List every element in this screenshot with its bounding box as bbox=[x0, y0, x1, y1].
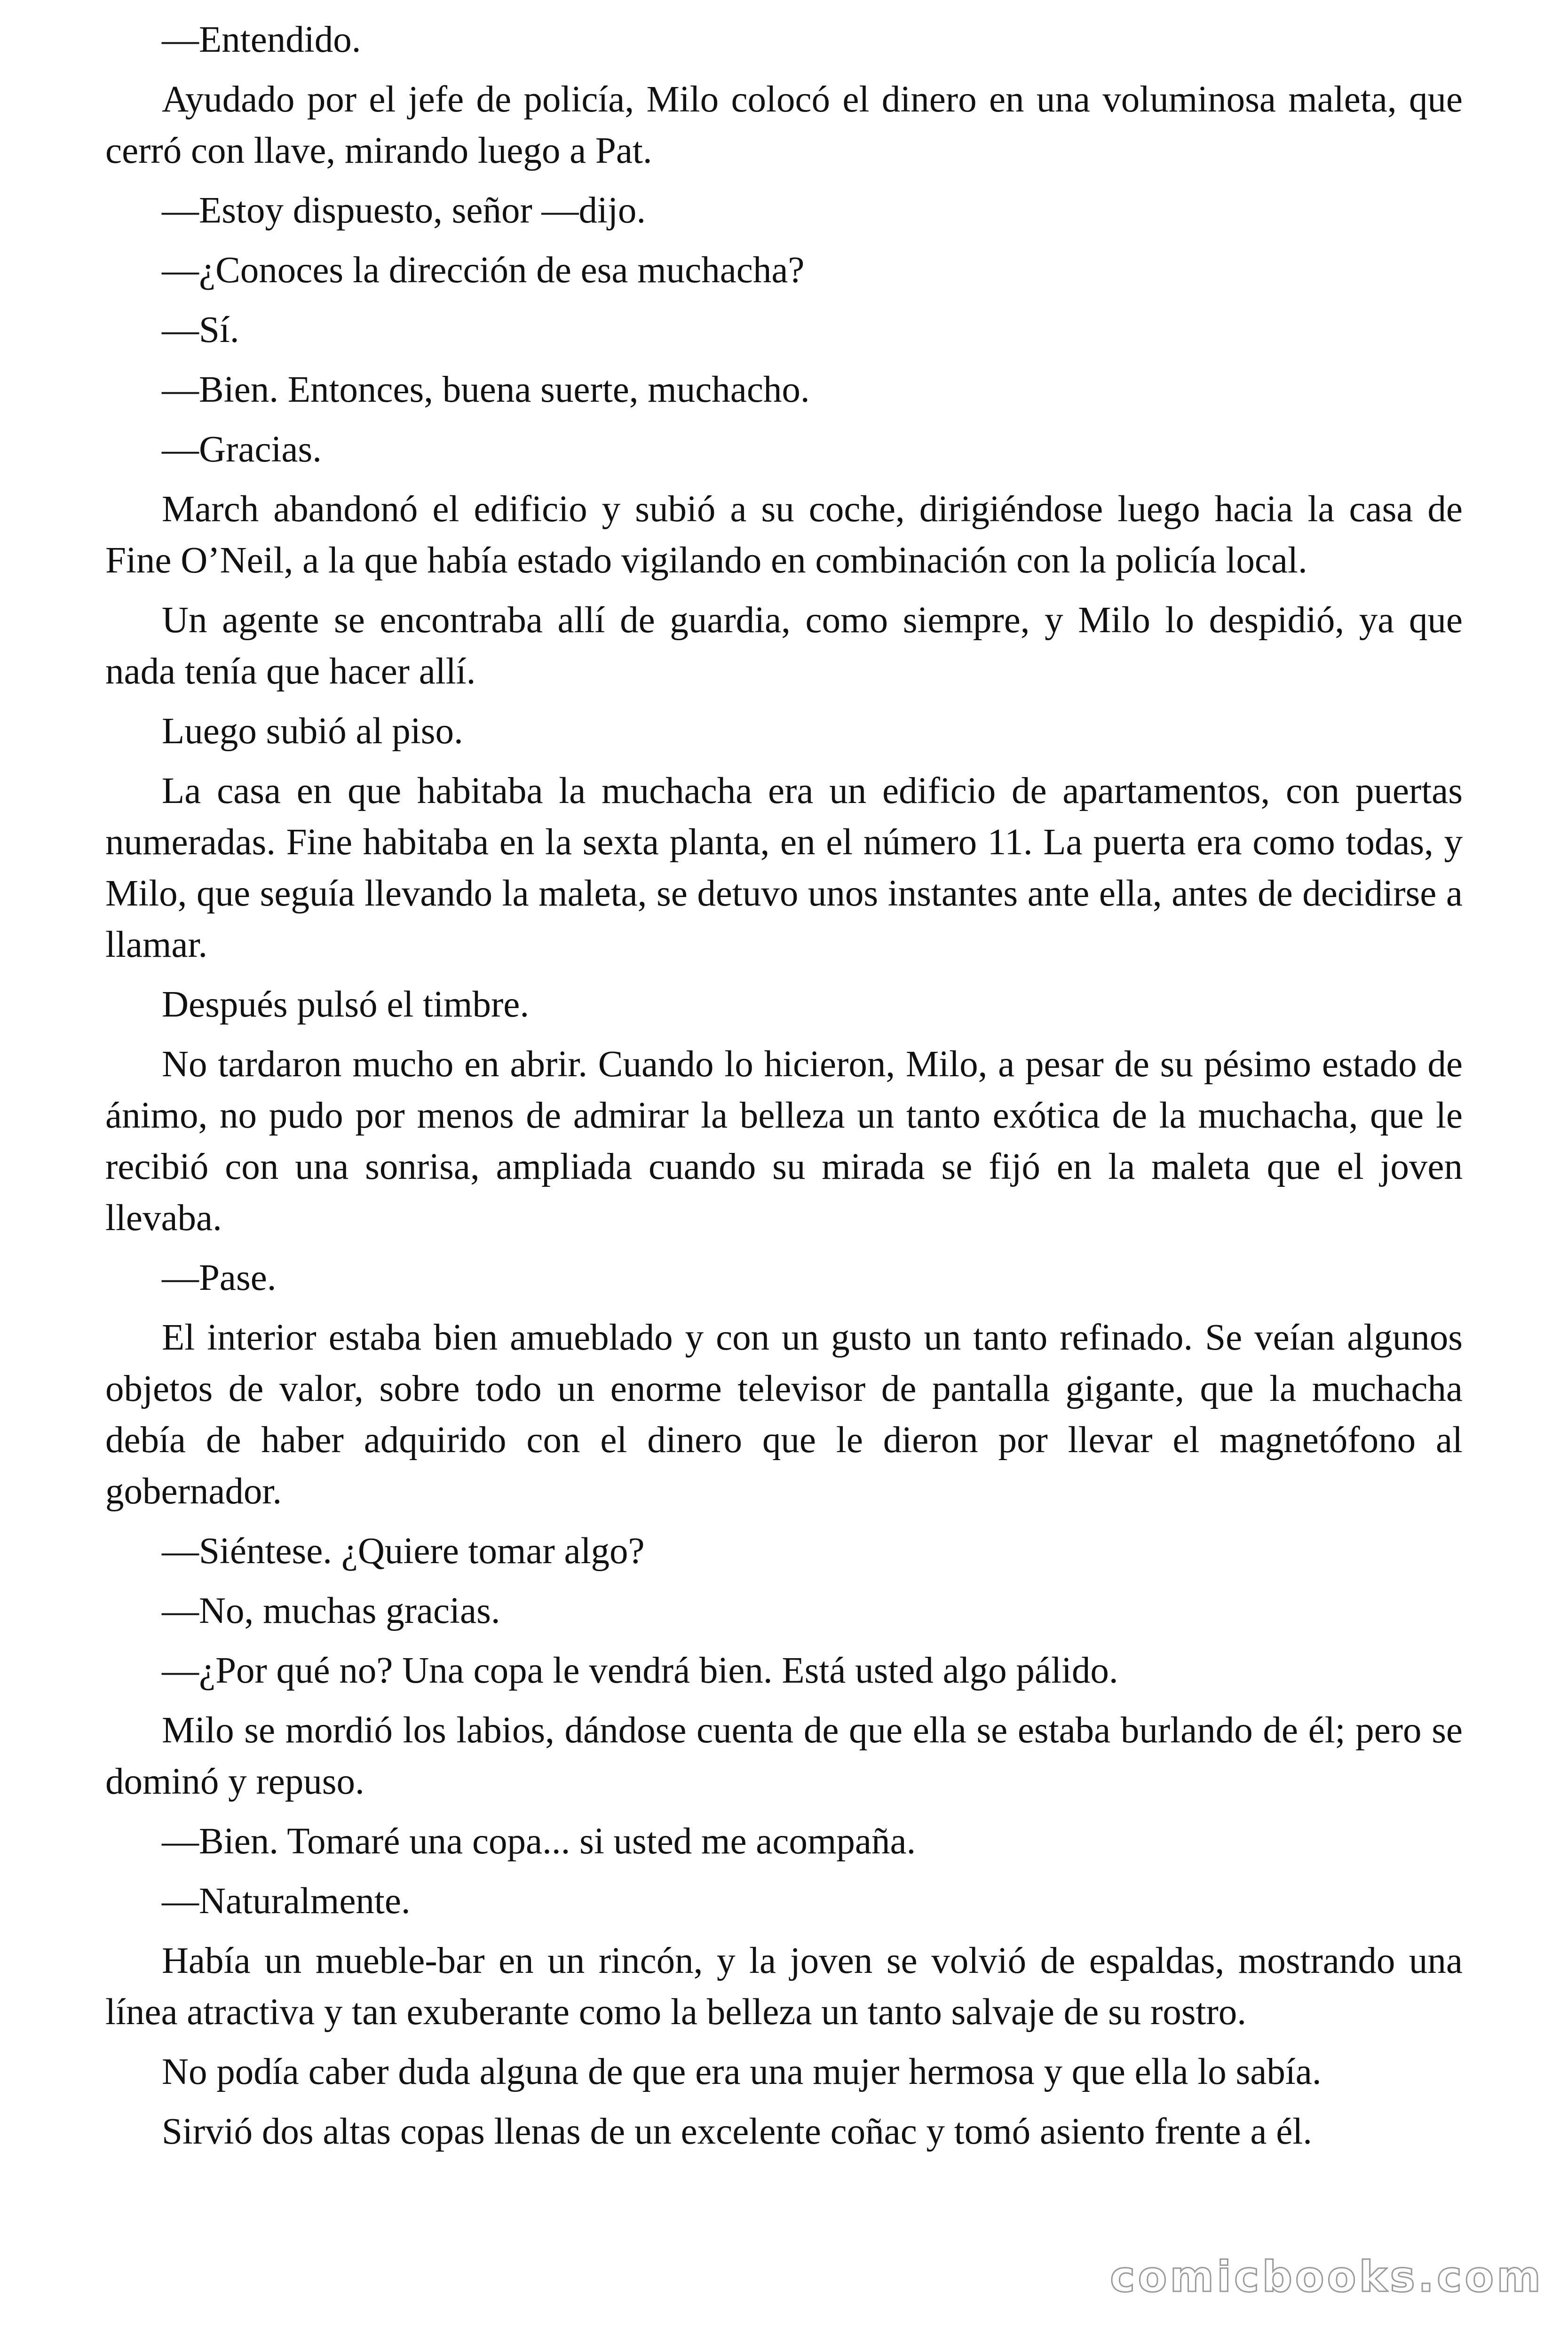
paragraph: —Estoy dispuesto, señor —dijo. bbox=[162, 190, 646, 231]
paragraph: La casa en que habitaba la muchacha era un edificio de apartamentos, con puertas numeradas. Fine habitaba en la sexta planta, en el número 11. La puerta era como todas, y Milo, que seguía llevando la maleta, se detuvo unos instantes ante ella, antes de decidirse a llamar. bbox=[105, 771, 1463, 965]
paragraph: No podía caber duda alguna de que era una mujer hermosa y que ella lo sabía. bbox=[162, 2051, 1322, 2092]
paragraph: Milo se mordió los labios, dándose cuenta de que ella se estaba burlando de él; pero se dominó y repuso. bbox=[105, 1710, 1463, 1802]
paragraph: —No, muchas gracias. bbox=[162, 1590, 500, 1631]
paragraph: Sirvió dos altas copas llenas de un excelente coñac y tomó asiento frente a él. bbox=[162, 2111, 1312, 2152]
paragraph: —Siéntese. ¿Quiere tomar algo? bbox=[162, 1531, 645, 1572]
paragraph: —Entendido. bbox=[162, 19, 361, 60]
paragraph: —Bien. Entonces, buena suerte, muchacho. bbox=[162, 369, 810, 410]
paragraph: Había un mueble-bar en un rincón, y la joven se volvió de espaldas, mostrando una línea atractiva y tan exuberante como la belleza un tanto salvaje de su rostro. bbox=[105, 1940, 1463, 2033]
paragraph: Luego subió al piso. bbox=[162, 711, 463, 752]
paragraph: Un agente se encontraba allí de guardia, como siempre, y Milo lo despidió, ya que nada tenía que hacer allí. bbox=[105, 600, 1463, 692]
paragraph: —Gracias. bbox=[162, 429, 322, 470]
watermark: comicbooks.com bbox=[1110, 2252, 1544, 2302]
paragraph: Después pulsó el timbre. bbox=[162, 984, 530, 1025]
paragraph: —Bien. Tomaré una copa... si usted me acompaña. bbox=[162, 1821, 916, 1862]
page-body bbox=[105, 14, 1463, 2166]
paragraph: El interior estaba bien amueblado y con un gusto un tanto refinado. Se veían algunos objetos de valor, sobre todo un enorme televisor de pantalla gigante, que la muchacha debía de haber adquirido con el dinero que le dieron por llevar el magnetófono al gobernador. bbox=[105, 1317, 1463, 1512]
paragraph: —¿Por qué no? Una copa le vendrá bien. Está usted algo pálido. bbox=[162, 1650, 1118, 1691]
paragraph: No tardaron mucho en abrir. Cuando lo hicieron, Milo, a pesar de su pésimo estado de ánimo, no pudo por menos de admirar la belleza un tanto exótica de la muchacha, que le recibió con una sonrisa, ampliada cuando su mirada se fijó en la maleta que el joven llevaba. bbox=[105, 1044, 1463, 1239]
paragraph: —Pase. bbox=[162, 1257, 277, 1298]
paragraph: —¿Conoces la dirección de esa muchacha? bbox=[162, 250, 805, 291]
paragraph: March abandonó el edificio y subió a su coche, dirigiéndose luego hacia la casa de Fine O’Neil, a la que había estado vigilando en combinación con la policía local. bbox=[105, 489, 1463, 581]
paragraph: Ayudado por el jefe de policía, Milo colocó el dinero en una voluminosa maleta, que cerró con llave, mirando luego a Pat. bbox=[105, 79, 1463, 171]
paragraph: —Naturalmente. bbox=[162, 1881, 411, 1922]
paragraph: —Sí. bbox=[162, 310, 239, 350]
